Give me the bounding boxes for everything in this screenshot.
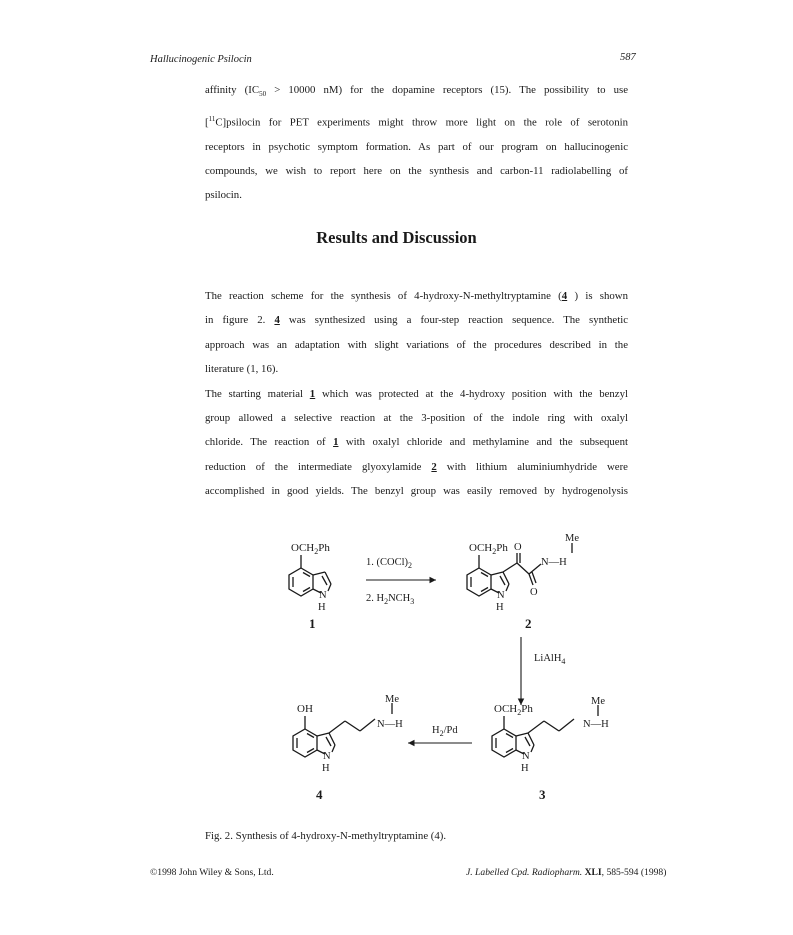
intro-line-1: affinity ($IC_{50} > 10000$ nM) for the dopamine receptors (15). The possibility to use [205,84,628,99]
compound-label-4: 4 [316,787,323,802]
footer-journal: J. Labelled Cpd. Radiopharm. [466,867,583,878]
obn-label-1: $OCH_2Ph$ [291,542,330,556]
compound-1-structure [289,542,331,631]
methyl-label-2: Me [565,533,579,544]
section-title: Results and Discussion [316,228,477,247]
amine-label-2: N—H [541,557,567,568]
compound-4-structure [293,694,403,802]
nh-n-4: N [323,751,331,762]
body-line-9: accomplished in good yields. The benzyl group was easily removed by hydrogenolysis [205,485,628,498]
arrow-step-1 [366,557,436,606]
reagent-reduction: LiAlH$_4$ [534,653,566,666]
footer-volume: XLI [584,867,602,878]
body-line-3: approach was an adaptation with slight variations of the procedures described in the [205,338,628,351]
nh-h-1: H [318,602,326,613]
arrow-reduction [521,637,565,705]
nh-n-1: N [319,590,327,601]
reagent-step1: 1. $(COCl)_2$ [366,557,412,570]
body-line-1: The reaction scheme for the synthesis of 4-hydroxy-N-methyltryptamine (4 ) is shown [205,290,628,302]
figure-caption: Fig. 2. Synthesis of 4-hydroxy-N-methyltryptamine (4). [205,830,447,842]
reagent-step2: 2. $H_2NCH_3$ [366,593,415,606]
reagent-hydrogenolysis: $H_2/Pd$ [432,725,458,738]
methyl-label-3: Me [591,696,605,707]
amine-label-3: N—H [583,719,609,730]
carbonyl-o-1: O [514,542,522,553]
obn-label-3: $OCH_2Ph$ [494,703,533,717]
amine-label-4: N—H [377,719,403,730]
compound-label-1: 1 [309,616,316,631]
nh-h-3: H [521,763,529,774]
footer-citation [466,867,666,878]
intro-line-3: receptors in psychotic symptom formation. As part of our program on hallucinogenic [205,140,628,153]
nh-h-2: H [496,602,504,613]
intro-line-5: psilocin. [205,189,242,202]
body-line-6: group allowed a selective reaction at the 3-position of the indole ring with oxalyl [205,412,628,425]
body-line-5: The starting material 1 which was protected at the 4-hydroxy position with the benzyl [205,387,628,400]
running-title: Hallucinogenic Psilocin [150,54,252,65]
intro-line-4: compounds, we wish to report here on the synthesis and carbon-11 radiolabelling of [205,164,628,177]
nh-h-4: H [322,763,330,774]
obn-label-2: $OCH_2Ph$ [469,542,508,556]
methyl-label-4: Me [385,694,399,705]
page-number: 587 [620,52,636,63]
nh-n-3: N [522,751,530,762]
body-line-7: chloride. The reaction of 1 with oxalyl chloride and methylamine and the subsequent [205,436,628,449]
intro-line-2: [$^{11}$C]psilocin for PET experiments might throw more light on the role of serotonin [205,114,628,129]
compound-label-2: 2 [525,616,532,631]
compound-3-structure [492,696,609,802]
footer-pages: , 585-594 (1998) [601,867,667,878]
nh-n-2: N [497,590,505,601]
compound-label-3: 3 [539,787,546,802]
body-line-2: in figure 2. 4 was synthesized using a four-step reaction sequence. The synthetic [205,314,629,327]
oh-label-4: OH [297,703,313,715]
compound-2-structure [467,533,579,631]
body-line-8: reduction of the intermediate glyoxylamide 2 with lithium aluminiumhydride were [205,460,628,473]
body-line-4: literature (1, 16). [205,363,279,376]
footer-copyright: ©1998 John Wiley & Sons, Ltd. [150,867,274,878]
arrow-hydrogenolysis [408,725,472,743]
carbonyl-o-2: O [530,587,538,598]
